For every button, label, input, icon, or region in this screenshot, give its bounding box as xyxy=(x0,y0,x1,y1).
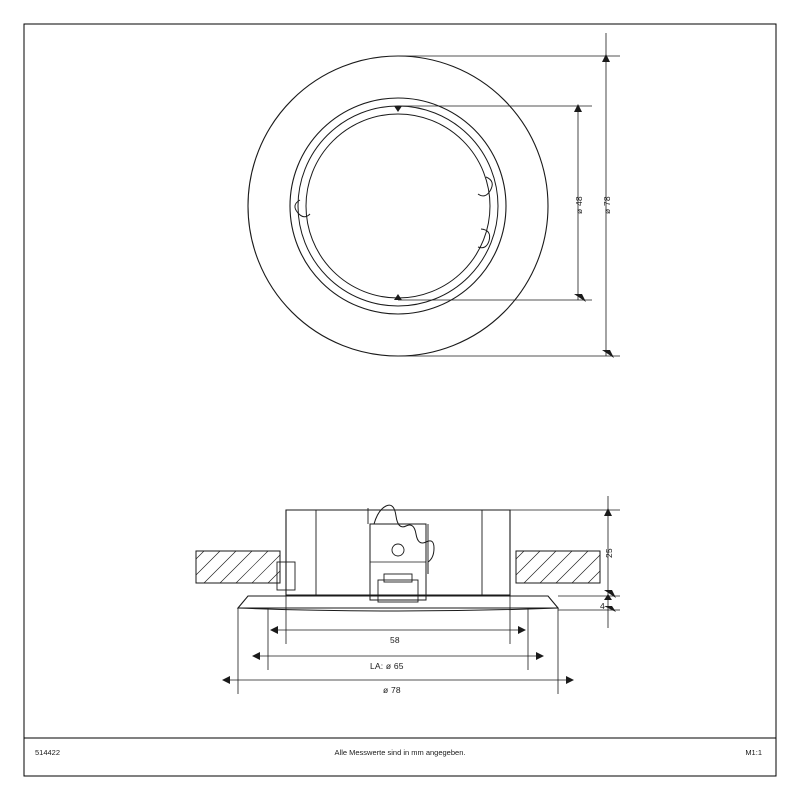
top-view-geometry xyxy=(248,56,548,356)
article-number: 514422 xyxy=(35,748,61,757)
scale-label: M1:1 xyxy=(745,748,762,757)
dimension-label-inner-diameter: ø 48 xyxy=(574,196,584,214)
dimension-label-body-height: 25 xyxy=(604,548,614,558)
dimension-label-outer-diameter: ø 78 xyxy=(602,196,612,214)
dimension-label-cutout-width: 58 xyxy=(390,635,400,645)
dimension-label-mounting-opening: LA: ø 65 xyxy=(370,661,404,671)
dimension-label-flange-height: 4 xyxy=(600,601,605,611)
measurement-note: Alle Messwerte sind in mm angegeben. xyxy=(334,748,466,757)
dimension-label-overall-diameter: ø 78 xyxy=(383,685,401,695)
section-view-geometry xyxy=(196,505,600,611)
